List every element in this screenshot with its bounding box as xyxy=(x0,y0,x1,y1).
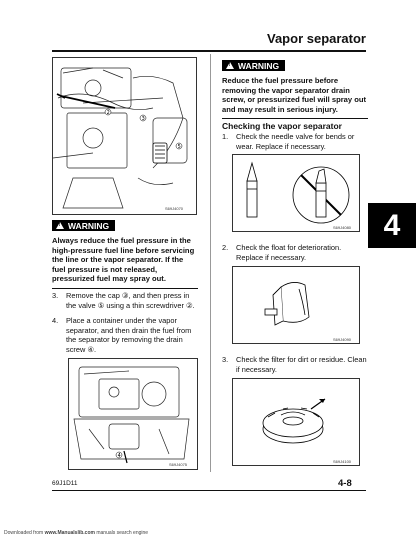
float-illustration xyxy=(233,267,360,344)
filter-illustration xyxy=(233,379,360,466)
warning-rule xyxy=(52,288,198,289)
footer-rule xyxy=(52,490,366,491)
needle-valve-illustration xyxy=(233,155,360,232)
warning-rule xyxy=(222,118,368,119)
left-warning xyxy=(52,216,198,289)
step-3-left: 3. Remove the cap ③, and then press in the valve ⑤ using a thin screwdriver ②. xyxy=(52,291,195,310)
step-4-left: 4. Place a container under the vapor separator, and then drain the fuel from the separator by removing the drain screw ④. xyxy=(52,316,192,354)
warning-text: Always reduce the fuel pressure in the high-pressure fuel line before servicing the line or the vapor separator. If the fuel pressure is not released, pressurized fuel may spray out. xyxy=(52,236,195,284)
figure-id: S69J4075 xyxy=(169,462,188,467)
chapter-tab: 4 xyxy=(368,203,416,248)
manualslib-link[interactable]: www.Manualslib.com xyxy=(44,530,95,536)
figure-id: S69J4100 xyxy=(333,459,352,464)
engine-illustration xyxy=(53,58,197,215)
warning-label: ! WARNING xyxy=(52,220,115,231)
svg-text:2: 2 xyxy=(106,109,110,116)
svg-text:4: 4 xyxy=(117,452,121,459)
step-3-right: 3. Check the filter for dirt or residue. Clean if necessary. xyxy=(222,355,367,374)
figure-drain-screw xyxy=(68,358,198,470)
warning-triangle-icon xyxy=(226,62,234,69)
step-1-right: 1. Check the needle valve for bends or wear. Replace if necessary. xyxy=(222,132,355,151)
footer-code: 69J1D11 xyxy=(52,480,78,487)
header-rule xyxy=(52,50,366,52)
drain-illustration xyxy=(69,359,198,470)
right-warning xyxy=(222,56,368,119)
figure-id: S69J4090 xyxy=(333,337,352,342)
figure-id: S69J4070 xyxy=(165,206,184,211)
svg-text:5: 5 xyxy=(177,143,181,150)
section-heading: Checking the vapor separator xyxy=(222,121,342,131)
figure-filter xyxy=(232,378,360,466)
warning-text: Reduce the fuel pressure before removing the vapor separator drain screw, or pressurized fuel will spray out and may result in serious injury. xyxy=(222,76,367,114)
step-2-right: 2. Check the float for deterioration. Replace if necessary. xyxy=(222,243,342,262)
column-divider xyxy=(210,54,211,472)
figure-needle-valve xyxy=(232,154,360,232)
warning-triangle-icon xyxy=(56,222,64,229)
figure-id: S69J4080 xyxy=(333,225,352,230)
download-watermark: Downloaded from www.Manualslib.com manuals search engine xyxy=(4,530,149,536)
svg-text:3: 3 xyxy=(141,115,145,122)
page-number: 4-8 xyxy=(338,478,352,489)
figure-engine-top xyxy=(52,57,197,215)
page-header-title: Vapor separator xyxy=(267,31,366,46)
figure-float xyxy=(232,266,360,344)
warning-label: ! WARNING xyxy=(222,60,285,71)
